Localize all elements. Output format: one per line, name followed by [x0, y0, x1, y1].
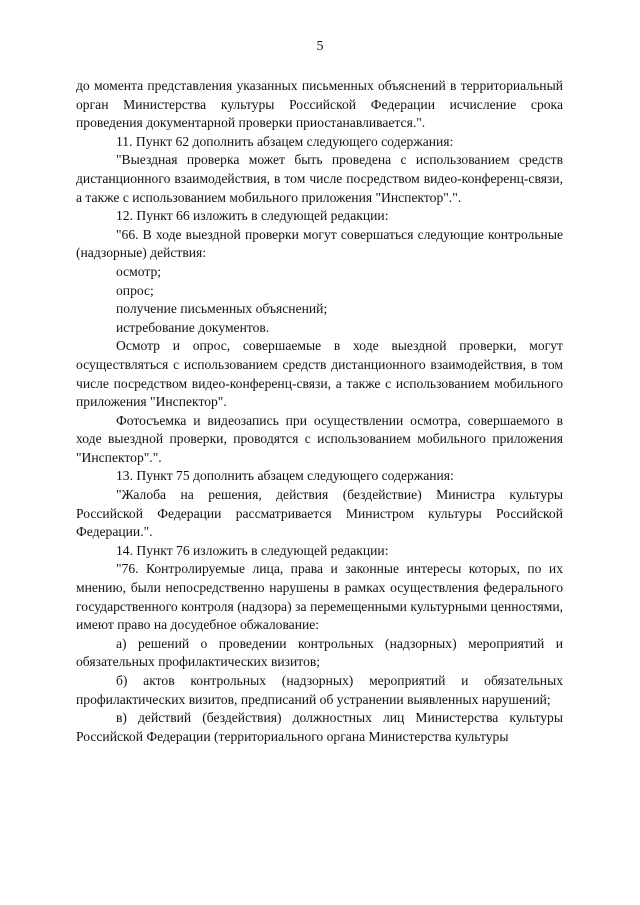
list-item-a: а) решений о проведении контрольных (надзорных) мероприятий и обязательных профилактических визитов; [76, 635, 563, 670]
paragraph-item-12: 12. Пункт 66 изложить в следующей редакции: [116, 208, 389, 224]
document-body [76, 77, 563, 746]
paragraph-complaint: "Жалоба на решения, действия (бездействие) Министра культуры Российской Федерации рассматривается Министром культуры Российской Федерации.". [76, 487, 563, 540]
list-item-document-request: истребование документов. [116, 319, 270, 335]
paragraph-quote-66: "66. В ходе выездной проверки могут совершаться следующие контрольные (надзорные) действия: [76, 226, 563, 261]
paragraph-item-11: 11. Пункт 62 дополнить абзацем следующего содержания: [116, 133, 454, 149]
paragraph-quote-62: "Выездная проверка может быть проведена с использованием средств дистанционного взаимодействия, в том числе посредством видео-конференц-связи, а также с использованием мобильного приложения "Инспектор".". [76, 152, 563, 205]
list-item-c: в) действий (бездействия) должностных лиц Министерства культуры Российской Федерации (территориального органа Министерства культуры [76, 710, 563, 744]
paragraph-item-13: 13. Пункт 75 дополнить абзацем следующего содержания: [116, 468, 454, 484]
paragraph-remote-inspection: Осмотр и опрос, совершаемые в ходе выездной проверки, могут осуществляться с использованием средств дистанционного взаимодействия, в том числе посредством видео-конференц-связи, а также с использованием мобильного приложения "Инспектор". [76, 338, 563, 410]
page-number: 5 [316, 39, 324, 54]
paragraph-quote-76: "76. Контролируемые лица, права и законные интересы которых, по их мнению, были непосредственно нарушены в рамках осуществления федерального государственного контроля (надзора) за перемещенными культурными ценностями, имеют право на досудебное обжалование: [76, 561, 563, 633]
list-item-inspection: осмотр; [116, 263, 162, 279]
list-item-b: б) актов контрольных (надзорных) мероприятий и обязательных профилактических визитов, предписаний об устранении выявленных нарушений; [76, 673, 563, 707]
paragraph-photo-video: Фотосъемка и видеозапись при осуществлении осмотра, совершаемого в ходе выездной проверки, проводятся с использованием мобильного приложения "Инспектор".". [76, 412, 563, 465]
paragraph-continuation: до момента представления указанных письменных объяснений в территориальный орган Министерства культуры Российской Федерации исчисление срока проведения документарной проверки приостанавливается.". [76, 78, 563, 131]
paragraph-item-14: 14. Пункт 76 изложить в следующей редакции: [116, 542, 389, 558]
list-item-survey: опрос; [116, 282, 154, 298]
list-item-written-explanations: получение письменных объяснений; [116, 301, 328, 317]
